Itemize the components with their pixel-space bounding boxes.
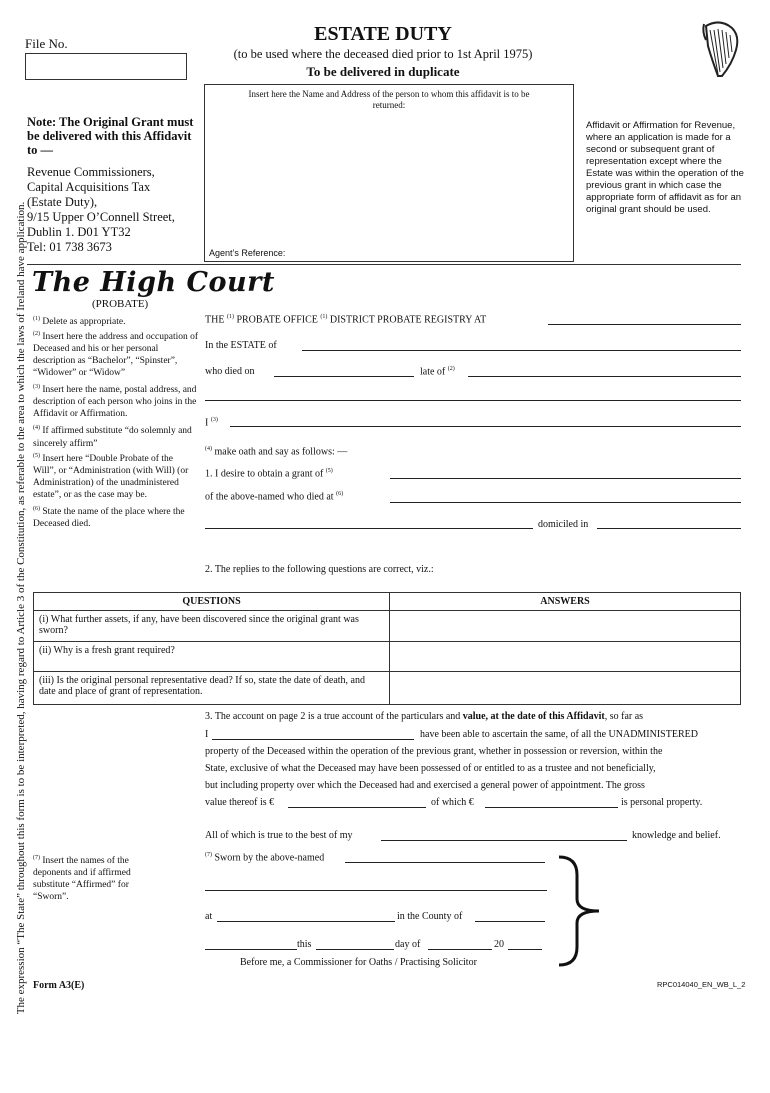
probate-label: (PROBATE) bbox=[92, 298, 149, 310]
gross-value-field[interactable] bbox=[288, 807, 426, 808]
commissioner-label: Before me, a Commissioner for Oaths / Practising Solicitor bbox=[240, 957, 477, 968]
form-code: RPC014040_EN_WB_L_2 bbox=[657, 980, 746, 989]
county-field[interactable] bbox=[475, 921, 545, 922]
subtitle: (to be used where the deceased died prior to 1st April 1975) bbox=[233, 47, 533, 61]
agents-reference-label: Agent’s Reference: bbox=[209, 248, 286, 258]
domiciled-in-field[interactable] bbox=[597, 528, 741, 529]
sworn-at-field[interactable] bbox=[217, 921, 395, 922]
day-field[interactable] bbox=[205, 949, 297, 950]
footnote-1: Delete as appropriate. bbox=[42, 317, 126, 328]
address-line: 9/15 Upper O’Connell Street, bbox=[27, 210, 175, 224]
sworn-by-field-2[interactable] bbox=[205, 890, 547, 891]
answers-header: ANSWERS bbox=[390, 593, 741, 611]
question-1: (i) What further assets, if any, have been discovered since the original grant was sworn? bbox=[34, 611, 390, 642]
above-named-label: of the above-named who died at bbox=[205, 491, 334, 503]
harp-icon bbox=[698, 20, 744, 80]
answer-1[interactable] bbox=[390, 611, 741, 642]
para-3a-end: , so far as bbox=[604, 711, 644, 722]
sworn-by-label: Sworn by the above-named bbox=[214, 852, 325, 864]
brace-icon bbox=[555, 855, 607, 967]
of-which-label: of which € bbox=[431, 797, 474, 808]
questions-table bbox=[33, 592, 741, 705]
address-line: (Estate Duty), bbox=[27, 195, 98, 209]
footnote-2: Insert here the address and occupation of Deceased and his or her personal description as “Bachelor”, “Spinster”, “Widower” or “Widow” bbox=[33, 332, 199, 379]
domicile-field[interactable] bbox=[205, 528, 533, 529]
day-number-field[interactable] bbox=[316, 949, 394, 950]
county-label: in the County of bbox=[397, 911, 463, 922]
return-address-caption: Insert here the Name and Address of the person to whom this affidavit is to be returned: bbox=[248, 89, 530, 110]
answer-3[interactable] bbox=[390, 672, 741, 705]
para-3-bold: value, at the date of this Affidavit bbox=[462, 711, 605, 722]
probate-office-option: PROBATE OFFICE bbox=[236, 314, 318, 326]
address-line: Dublin 1. D01 YT32 bbox=[27, 225, 131, 239]
footnote-4: If affirmed substitute “do solemnly and sincerely affirm” bbox=[33, 426, 192, 449]
file-no-label: File No. bbox=[25, 36, 68, 51]
day-of-label: day of bbox=[395, 939, 421, 950]
make-oath-text: make oath and say as follows: — bbox=[214, 446, 348, 458]
date-of-death-field[interactable] bbox=[274, 376, 414, 377]
ascertain-field[interactable] bbox=[212, 739, 414, 740]
grant-type-field[interactable] bbox=[390, 478, 741, 479]
personal-property-label: is personal property. bbox=[621, 797, 703, 808]
address-line: Capital Acquisitions Tax bbox=[27, 180, 151, 194]
late-of-field[interactable] bbox=[468, 376, 741, 377]
personal-property-field[interactable] bbox=[485, 807, 618, 808]
footnote-6: State the name of the place where the Deceased died. bbox=[33, 506, 185, 529]
sworn-by-field[interactable] bbox=[345, 862, 545, 863]
belief-label-end: knowledge and belief. bbox=[632, 830, 721, 841]
divider bbox=[27, 264, 741, 265]
question-2: (ii) Why is a fresh grant required? bbox=[34, 642, 390, 672]
para-3d: State, exclusive of what the Deceased may have been possessed of or entitled to as a trustee and not beneficially, bbox=[205, 763, 656, 774]
footnote-7: Insert the names of the deponents and if affirmed substitute “Affirmed” for “Sworn”. bbox=[33, 856, 131, 903]
address-line: Tel: 01 738 3673 bbox=[27, 240, 112, 254]
belief-field[interactable] bbox=[381, 840, 627, 841]
right-note: Affidavit or Affirmation for Revenue, where an application is made for a second or subsequent grant of representation except where the Estate was within the operation of the previous grant in which case the appropriate form of affidavit as for an original grant should be used. bbox=[586, 120, 744, 215]
side-note: The expression “The State” throughout this form is to be interpreted, having regard to Article 3 of the Constitution, as referable to the area to which the laws of Ireland have application. bbox=[15, 201, 27, 1015]
return-address-box[interactable] bbox=[204, 84, 574, 262]
footnote-7-block: $^{(7)}$ Insert the names of the deponents and if affirmed substitute “Affirmed” for “Sworn”. bbox=[33, 855, 131, 903]
month-field[interactable] bbox=[428, 949, 492, 950]
return-address bbox=[27, 165, 207, 255]
registry-field[interactable] bbox=[548, 324, 741, 325]
deponent-field[interactable] bbox=[230, 426, 741, 427]
footnote-5: Insert here “Double Probate of the Will”, or “Administration (with Will) (or Administration) of the unadministered estate”, or as the case may be. bbox=[33, 453, 189, 500]
registry-option: DISTRICT PROBATE REGISTRY AT bbox=[329, 314, 487, 326]
late-of-label: late of bbox=[420, 366, 446, 378]
para-2: 2. The replies to the following questions are correct, viz.: bbox=[205, 564, 434, 575]
note-heading: Note: The Original Grant must be delivered with this Affidavit to — bbox=[27, 115, 194, 157]
the-label: THE bbox=[205, 314, 225, 326]
form-id: Form A3(E) bbox=[33, 980, 85, 991]
answer-2[interactable] bbox=[390, 642, 741, 672]
para-3a: 3. The account on page 2 is a true account of the particulars and bbox=[205, 711, 461, 722]
gross-value-label: value thereof is € bbox=[205, 797, 275, 808]
para-1: 1. I desire to obtain a grant of bbox=[205, 468, 324, 480]
page-title: ESTATE DUTY bbox=[314, 23, 452, 45]
year-label: 20 bbox=[494, 939, 504, 950]
question-3: (iii) Is the original personal representative dead? If so, state the date of death, and date and place of grant of representation. bbox=[34, 672, 390, 705]
i-label: I bbox=[205, 417, 209, 429]
this-label: this bbox=[297, 939, 312, 950]
para-3e: but including property over which the Deceased had and exercised a general power of appointment. The gross bbox=[205, 780, 645, 791]
year-field[interactable] bbox=[508, 949, 542, 950]
delivery-note: To be delivered in duplicate bbox=[306, 64, 460, 79]
estate-label: In the ESTATE of bbox=[205, 340, 277, 351]
court-title: The High Court bbox=[32, 267, 275, 298]
questions-header: QUESTIONS bbox=[34, 593, 390, 611]
belief-label: All of which is true to the best of my bbox=[205, 830, 353, 841]
address-field-2[interactable] bbox=[205, 400, 741, 401]
para-3c: property of the Deceased within the operation of the previous grant, whether in possession or reversion, within the bbox=[205, 746, 663, 757]
died-on-label: who died on bbox=[205, 366, 255, 377]
place-of-death-field[interactable] bbox=[390, 502, 741, 503]
footnotes: $^{(1)}$ Delete as appropriate. $^{(2)}$ Insert here the address and occupation of Deceased and his or her personal description as “Bachelor”, “Spinster”, “Widower” or “Widow” $^{(3)}$ Insert here the name, postal address, and description of each person who joins in the Affidavit or Affirmation. $^{(4)}$ If affirmed substitute “do solemnly and sincerely affirm” $^{(5)}$ Insert here “Double Probate of the Will”, or “Administration (with Will) (or Administration) of the unadministered estate”, or as the case may be. $^{(6)}$ State the name of the place where the Deceased died. bbox=[33, 316, 199, 529]
footnote-3: Insert here the name, postal address, and description of each person who joins in the Affidavit or Affirmation. bbox=[33, 385, 197, 420]
file-no-input[interactable] bbox=[25, 53, 187, 80]
para-3b: have been able to ascertain the same, of all the UNADMINISTERED bbox=[420, 729, 698, 740]
domiciled-label: domiciled in bbox=[538, 519, 589, 530]
estate-name-field[interactable] bbox=[302, 350, 741, 351]
at-label: at bbox=[205, 911, 213, 922]
address-line: Revenue Commissioners, bbox=[27, 165, 155, 179]
